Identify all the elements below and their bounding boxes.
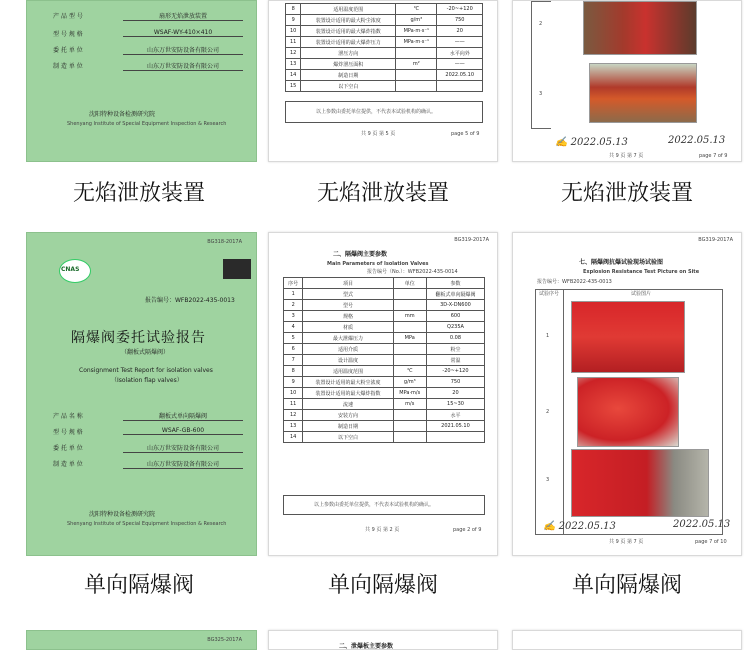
- params-table: [283, 277, 485, 443]
- params-note-box: [285, 101, 483, 123]
- report-number: 报告编号：WFB2022-435-0013: [537, 279, 612, 285]
- table-row: 4 材质 Q235A: [284, 322, 485, 333]
- valve-photo: [583, 1, 697, 55]
- valve-photo: [571, 301, 685, 373]
- caption-isolation-valve: 单向隔爆阀: [571, 573, 682, 598]
- table-row: 5 最大泄爆压力 MPa 0.08: [284, 333, 485, 344]
- report-title-en: Consignment Test Report for isolation valves: [79, 367, 213, 374]
- photos-page-isolation-valve[interactable]: [512, 232, 742, 556]
- cert-field-model: 型 号 规 格 WSAF-WY-410×410: [53, 29, 243, 40]
- cert-field-manufacturer: 制 造 单 位 山东万世安防设备有限公司: [53, 61, 243, 72]
- report-number: 报告编号（No.）：WFB2022-435-0014: [367, 269, 458, 275]
- photos-page-partial[interactable]: [512, 630, 742, 650]
- page-number-en: page 7 of 9: [699, 153, 728, 159]
- table-row: 2 型号 3D-X-DN600: [284, 300, 485, 311]
- table-row: 12 泄压方向 水平向外: [286, 48, 483, 59]
- caption-flameless-device: 无焰泄放装置: [72, 181, 205, 206]
- table-row: 6 适用介质 粉尘: [284, 344, 485, 355]
- explosion-photo: [589, 63, 697, 123]
- table-row: 13 爆炸泄压面积 m² ——: [286, 59, 483, 70]
- table-row: 8 适用温度范围 ℃ -20~+120: [284, 366, 485, 377]
- certificate-cover-flameless[interactable]: [26, 0, 257, 162]
- certificate-cover-partial[interactable]: [26, 630, 257, 650]
- page-number-en: page 2 of 9: [453, 527, 482, 533]
- params-page-flameless[interactable]: [268, 0, 498, 162]
- page-number: 共 9 页 第 7 页: [609, 153, 644, 159]
- photos-page-flameless[interactable]: [512, 0, 742, 162]
- page-number: 共 9 页 第 7 页: [609, 539, 644, 545]
- doc-code: BG319-2017A: [454, 237, 489, 243]
- table-row: 10 装置设计适用的最大爆炸指数 MPa·m/s 20: [284, 388, 485, 399]
- params-note: 以上参数由委托单位提供，不代表本试验机构的确认。: [316, 109, 437, 115]
- table-row: 10 装置设计适用的最大爆炸指数 MPa·m·s⁻¹ 20: [286, 26, 483, 37]
- photo-label: 2: [539, 21, 543, 27]
- photos-title-en: Explosion Resistance Test Picture on Site: [583, 269, 700, 275]
- signature: ✍ 2022.05.13: [543, 521, 616, 532]
- report-title: 隔爆阀委托试验报告: [71, 330, 206, 346]
- institute-name-en: Shenyang Institute of Special Equipment Inspection & Research: [67, 521, 227, 527]
- institute-logo: [223, 259, 251, 279]
- cert-field-product: 产 品 名 称 翻板式单向隔爆阀: [53, 411, 243, 422]
- report-subtitle-en: （Isolation flap valves）: [111, 377, 183, 384]
- cert-field-manufacturer: 制 造 单 位 山东万世安防设备有限公司: [53, 459, 243, 470]
- page-number-en: page 5 of 9: [451, 131, 480, 137]
- params-note-box: [283, 495, 485, 515]
- institute-name-en: Shenyang Institute of Special Equipment Inspection & Research: [67, 121, 227, 127]
- photo-label: 2: [546, 409, 550, 415]
- valve-photo: [577, 377, 679, 447]
- caption-isolation-valve: 单向隔爆阀: [327, 573, 438, 598]
- photo-label: 3: [539, 91, 543, 97]
- valve-photo: [571, 449, 709, 517]
- page-number: 共 9 页 第 5 页: [361, 131, 396, 137]
- photos-title: 七、隔爆阀抗爆试验现场试验图: [579, 259, 664, 266]
- signature: ✍ 2022.05.13: [555, 137, 628, 148]
- table-row: 3 规格 mm 600: [284, 311, 485, 322]
- params-page-partial[interactable]: [268, 630, 498, 650]
- page-number: 共 9 页 第 2 页: [365, 527, 400, 533]
- cnas-label: CNAS: [61, 266, 80, 273]
- caption-isolation-valve: 单向隔爆阀: [83, 573, 194, 598]
- table-row: 11 装置设计适用的最大爆炸压力 MPa·m·s⁻¹ ——: [286, 37, 483, 48]
- report-number: 报告编号：WFB2022-435-0013: [145, 297, 235, 304]
- params-note: 以上参数由委托单位提供，不代表本试验机构的确认。: [314, 502, 435, 508]
- table-row: 1 型式 翻板式单向隔爆阀: [284, 289, 485, 300]
- report-subtitle: （翻板式隔爆阀）: [121, 349, 170, 356]
- caption-flameless-device: 无焰泄放装置: [316, 181, 449, 206]
- table-row: 15 以下空白: [286, 81, 483, 92]
- table-row: 12 安装方向 水平: [284, 410, 485, 421]
- table-row: 9 装置设计适用的最大粉尘浓度 g/m³ 750: [286, 15, 483, 26]
- photos-header: 试验序号: [539, 291, 560, 297]
- table-row: 7 设计温度 常温: [284, 355, 485, 366]
- doc-code: BG318-2017A: [207, 239, 242, 245]
- params-title: 二、隔爆阀主要参数: [333, 251, 388, 258]
- table-row: 9 装置设计适用的最大粉尘浓度 g/m³ 750: [284, 377, 485, 388]
- cert-field-product: 产 品 型 号 扇形无焰泄放装置: [53, 11, 243, 22]
- photo-label: 3: [546, 477, 550, 483]
- table-row: 11 流速 m/s 15~30: [284, 399, 485, 410]
- photos-header: 试验图片: [631, 291, 652, 297]
- certificate-cover-isolation-valve[interactable]: [26, 232, 257, 556]
- institute-name: 沈阳特种设备检测研究院: [89, 111, 156, 118]
- signature-date: 2022.05.13: [668, 135, 726, 146]
- table-row: 13 制造日期 2021.05.10: [284, 421, 485, 432]
- params-page-isolation-valve[interactable]: [268, 232, 498, 556]
- params-title: 二、泄爆板主要参数: [339, 643, 394, 650]
- page-number-en: page 7 of 10: [695, 539, 727, 545]
- caption-flameless-device: 无焰泄放装置: [560, 181, 693, 206]
- photos-table-divider: [563, 289, 564, 535]
- photo-label: 1: [546, 333, 550, 339]
- table-row: 8 适用温度范围 ℃ -20~+120: [286, 4, 483, 15]
- institute-name: 沈阳特种设备检测研究院: [89, 511, 156, 518]
- params-table: [285, 3, 483, 92]
- cert-field-client: 委 托 单 位 山东万世安防设备有限公司: [53, 45, 243, 56]
- table-row: 14 制造日期 2022.05.10: [286, 70, 483, 81]
- params-title-en: Main Parameters of Isolation Valves: [327, 261, 429, 267]
- signature-date: 2022.05.13: [673, 519, 731, 530]
- doc-code: BG325-2017A: [207, 637, 242, 643]
- cert-field-model: 型 号 规 格 WSAF-GB-600: [53, 427, 243, 438]
- doc-code: BG319-2017A: [698, 237, 733, 243]
- table-row: 14 以下空白: [284, 432, 485, 443]
- cert-field-client: 委 托 单 位 山东万世安防设备有限公司: [53, 443, 243, 454]
- table-header: 序号 项目 单位 参数: [284, 278, 485, 289]
